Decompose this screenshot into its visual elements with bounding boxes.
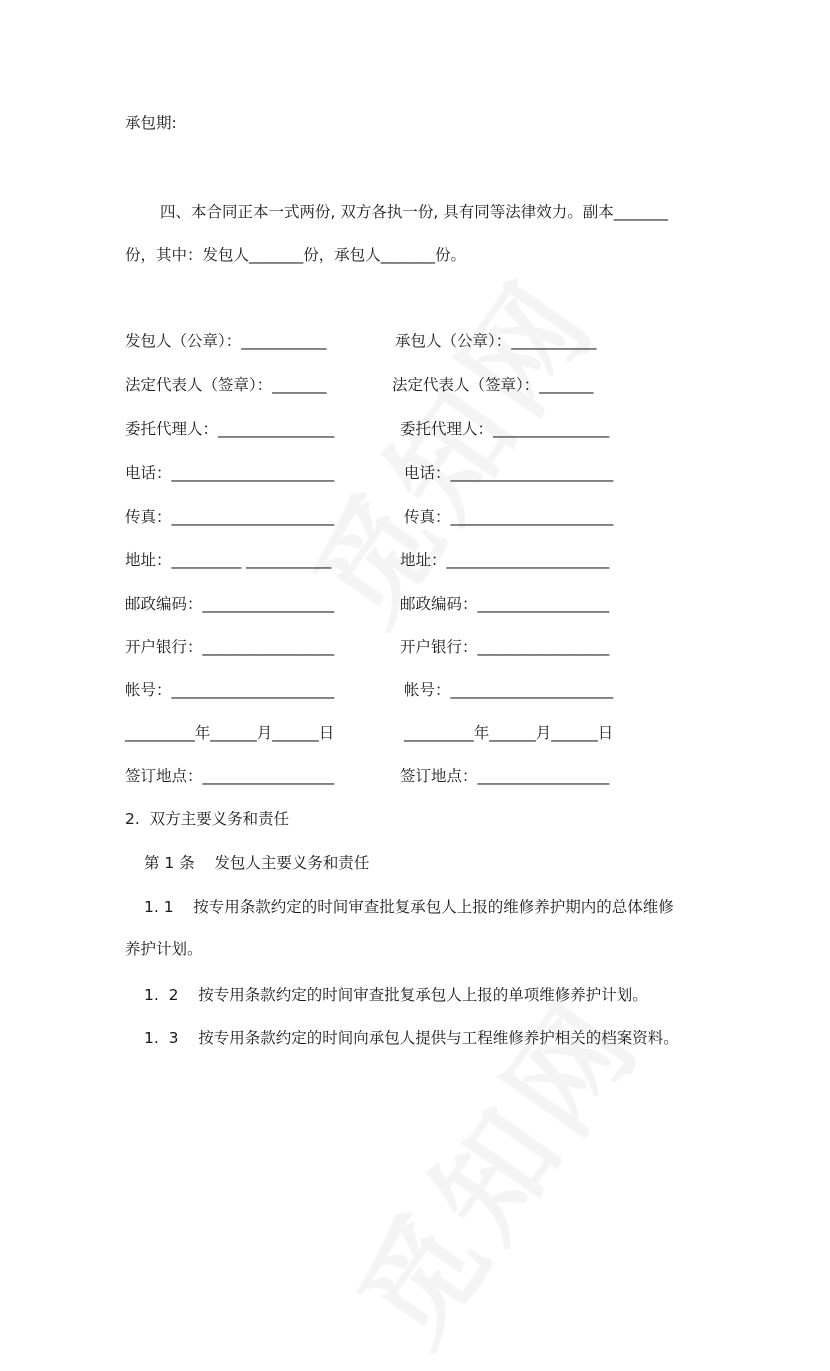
clause-1-1-line2: 养护计划。 [125,940,203,958]
clause-four-line2: 份，其中：发包人_______份，承包人_______份。 [125,246,467,264]
clause-four-line1: 四、本合同正本一式两份, 双方各执一份, 具有同等法律效力。副本_______ [160,203,668,221]
sign-right-date: _________年______月______日 [404,724,614,742]
sign-left-issuer-seal: 发包人（公章）：___________ [125,332,327,350]
sign-right-phone: 电话：_____________________ [404,464,614,482]
sign-left-bank: 开户银行：_________________ [125,638,335,656]
sign-right-agent: 委托代理人：_______________ [400,420,610,438]
sign-right-place: 签订地点：_________________ [400,767,610,785]
sign-left-date: _________年______月______日 [125,724,335,742]
term-label: 承包期: [125,114,177,132]
clause-1-1-line1: 1. 1 按专用条款约定的时间审查批复承包人上报的维修养护期内的总体维修 [144,898,674,916]
sign-right-contractor-seal: 承包人（公章）：___________ [395,332,597,350]
sign-right-address: 地址：_____________________ [400,551,610,569]
sign-left-postcode: 邮政编码：_________________ [125,595,335,613]
sign-right-fax: 传真：_____________________ [404,508,614,526]
sign-left-legal-rep: 法定代表人（签章）：_______ [125,376,327,394]
sign-left-phone: 电话：_____________________ [125,464,335,482]
section-heading: 2. 双方主要义务和责任 [125,810,290,828]
sign-left-place: 签订地点：_________________ [125,767,335,785]
watermark [312,959,672,1371]
sign-right-legal-rep: 法定代表人（签章）：_______ [392,376,594,394]
article-heading: 第 1 条 发包人主要义务和责任 [144,854,370,872]
sign-left-address: 地址：_________ ___________ [125,551,332,569]
clause-1-2: 1. 2 按专用条款约定的时间审查批复承包人上报的单项维修养护计划。 [144,986,648,1004]
sign-left-account: 帐号：_____________________ [125,681,335,699]
sign-left-fax: 传真：_____________________ [125,508,335,526]
clause-1-3: 1. 3 按专用条款约定的时间向承包人提供与工程维修养护相关的档案资料。 [144,1029,679,1047]
watermark [267,239,627,651]
sign-right-bank: 开户银行：_________________ [400,638,610,656]
sign-right-postcode: 邮政编码：_________________ [400,595,610,613]
sign-left-agent: 委托代理人：_______________ [125,420,335,438]
sign-right-account: 帐号：_____________________ [404,681,614,699]
